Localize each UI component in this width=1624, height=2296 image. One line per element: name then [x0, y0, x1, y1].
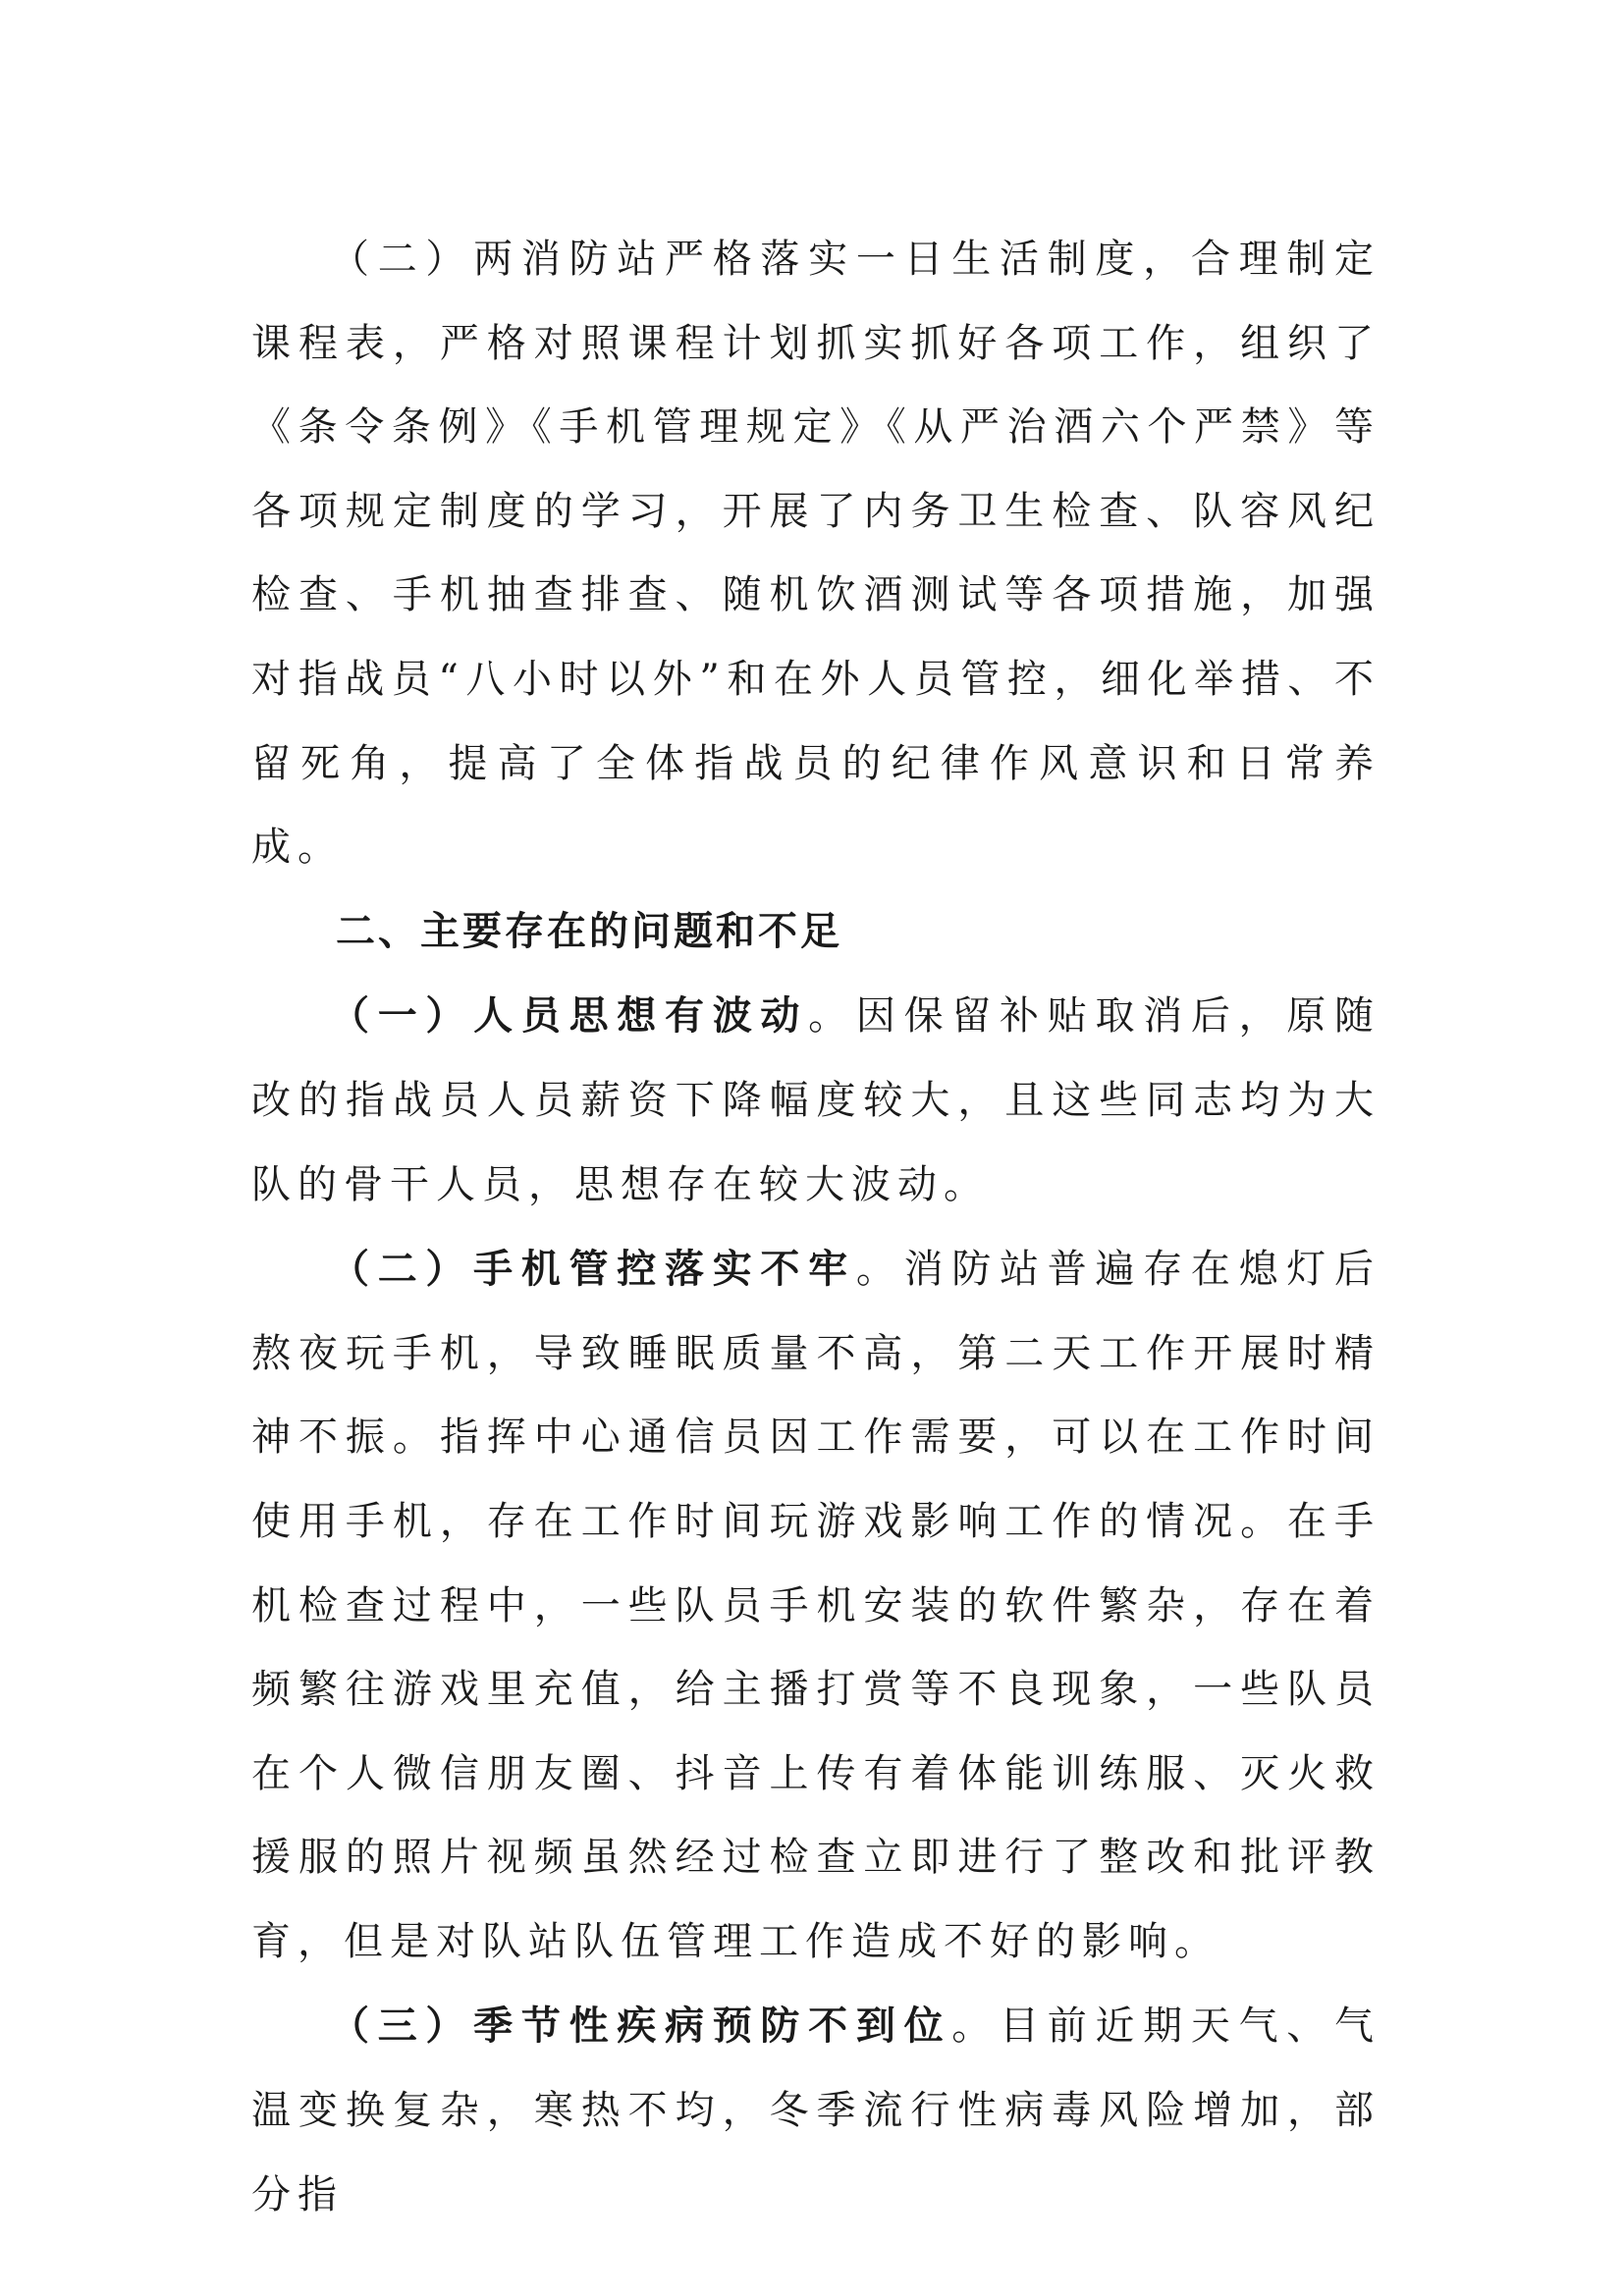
issue-disease-text: 。目前近期天气、气温变换复杂，寒热不均，冬季流行性病毒风险增加，部分指 — [251, 2003, 1381, 2217]
section-heading-problems: 二、主要存在的问题和不足 — [336, 908, 842, 954]
paragraph-issue-disease — [251, 1984, 1380, 2237]
issue-thought-title: （一）人员思想有波动 — [330, 992, 809, 1040]
issue-phone-text: 。消防站普遍存在熄灯后熬夜玩手机，导致睡眠质量不高，第二天工作开展时精神不振。指挥中心通信员因工作需要，可以在工作时间使用手机，存在工作时间玩游戏影响工作的情况。在手机检查过程中，一些队员手机安装的软件繁杂，存在着频繁往游戏里充值，给主播打赏等不良现象，一些队员在个人微信朋友圈、抖音上传有着体能训练服、灭火救援服的照片视频虽然经过检查立即进行了整改和批评教育，但是对队站队伍管理工作造成不好的影响。 — [251, 1247, 1381, 1964]
paragraph-life-system: （二）两消防站严格落实一日生活制度，合理制定课程表，严格对照课程计划抓实抓好各项工作，组织了《条令条例》《手机管理规定》《从严治酒六个严禁》等各项规定制度的学习，开展了内务卫生检查、队容风纪检查、手机抽查排查、随机饮酒测试等各项措施，加强对指战员“八小时以外”和在外人员管控，细化举措、不留死角，提高了全体指战员的纪律作风意识和日常养成。 — [251, 237, 1380, 871]
issue-disease-title: （三）季节性疾病预防不到位 — [330, 2002, 952, 2050]
document-page — [251, 218, 1380, 2237]
issue-thought-text: 。因保留补贴取消后，原随改的指战员人员薪资下降幅度较大，且这些同志均为大队的骨干人员，思想存在较大波动。 — [251, 993, 1381, 1207]
paragraph-issue-phone — [251, 1227, 1380, 1984]
issue-phone-title: （二）手机管控落实不牢 — [330, 1246, 856, 1293]
paragraph-issue-thought — [251, 974, 1380, 1227]
